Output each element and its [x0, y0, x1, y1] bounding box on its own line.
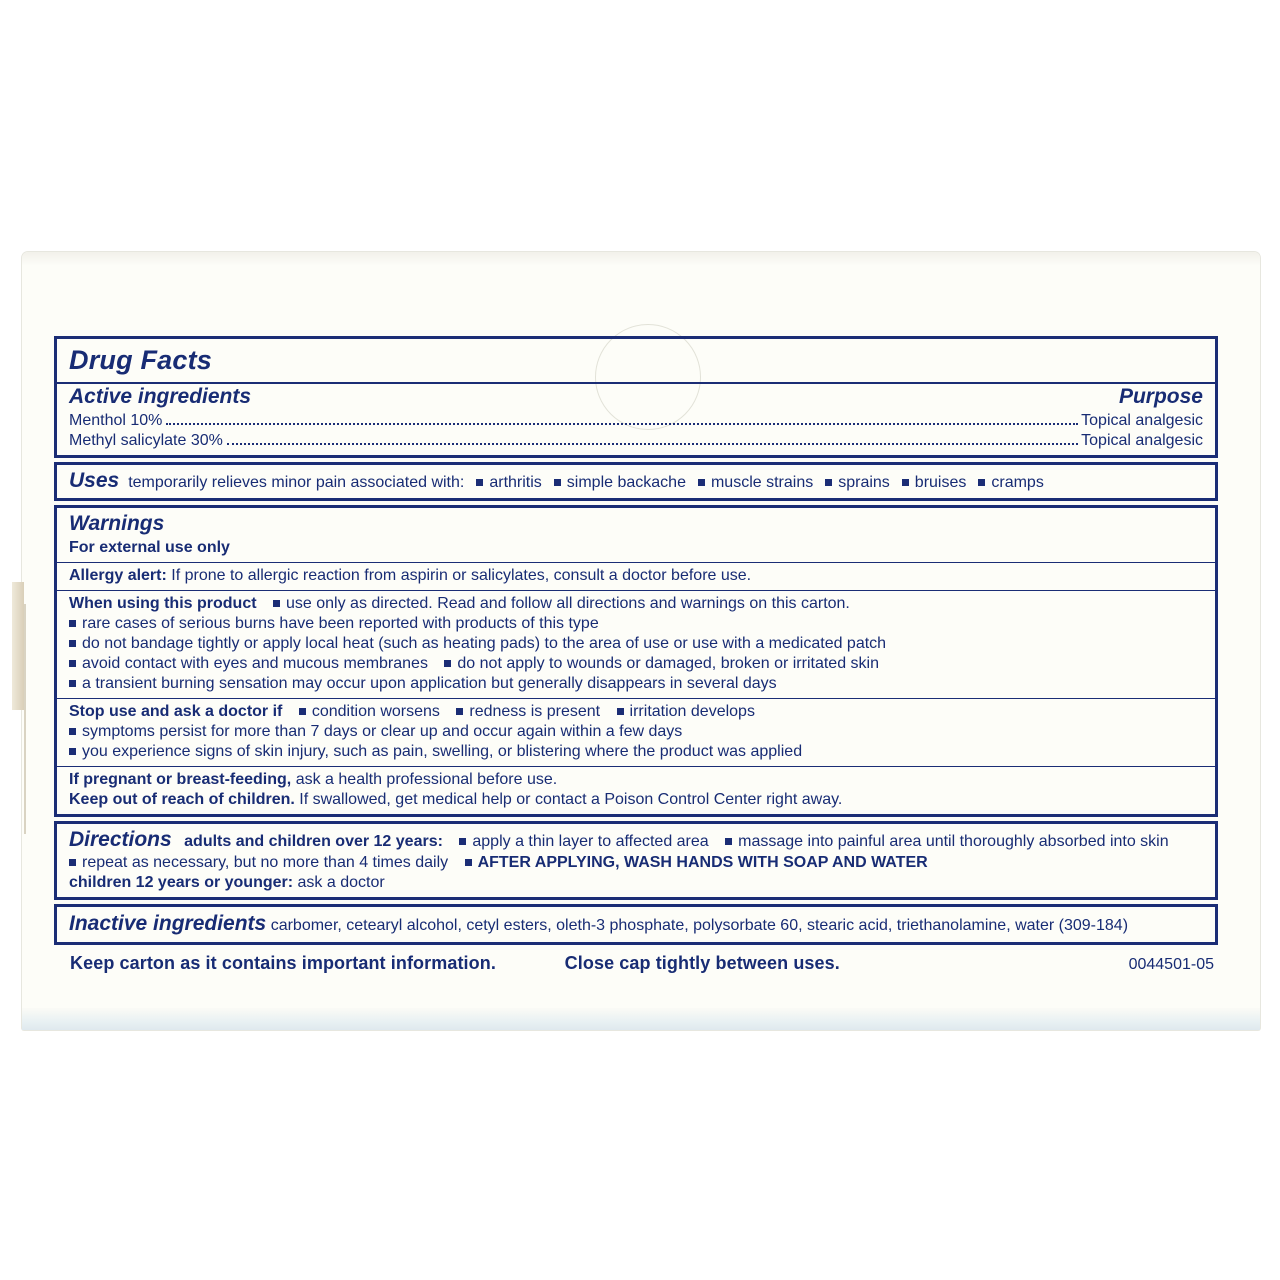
active-ingredients-header	[57, 384, 1215, 411]
when-using-item-text: a transient burning sensation may occur upon application but generally disappears in several days	[82, 674, 777, 692]
active-ingredient-name: Menthol 10%	[69, 412, 163, 429]
inactive-ingredients-box	[54, 904, 1218, 945]
square-bullet-icon	[465, 859, 472, 866]
when-using-item	[69, 634, 1203, 654]
active-ingredient-name: Methyl salicylate 30%	[69, 432, 223, 449]
directions-first-line	[69, 827, 1203, 853]
directions-item-text: repeat as necessary, but no more than 4 times daily	[82, 853, 449, 871]
allergy-alert-text: If prone to allergic reaction from aspirin or salicylates, consult a doctor before use.	[171, 566, 752, 584]
children-label: Keep out of reach of children.	[69, 790, 295, 808]
warnings-box	[54, 505, 1218, 816]
when-using-item-text: avoid contact with eyes and mucous membranes	[82, 654, 428, 672]
uses-item: arthritis	[489, 474, 542, 491]
carton-bottom-edge	[22, 1008, 1260, 1030]
directions-adults-label: adults and children over 12 years:	[184, 832, 443, 850]
allergy-alert-row	[57, 563, 1215, 590]
when-using-item	[69, 674, 1203, 694]
uses-item: cramps	[991, 474, 1044, 491]
pregnancy-label: If pregnant or breast-feeding,	[69, 770, 292, 788]
square-bullet-icon	[69, 728, 76, 735]
uses-item: simple backache	[566, 474, 686, 491]
footer-code: 0044501-05	[1128, 956, 1214, 973]
allergy-alert-label: Allergy alert:	[69, 566, 167, 584]
square-bullet-icon	[456, 708, 463, 715]
square-bullet-icon	[273, 600, 280, 607]
inactive-ingredients-text: carbomer, cetearyl alcohol, cetyl esters, oleth-3 phosphate, polysorbate 60, stearic acid, triethanolamine, water (309-184)	[270, 916, 1129, 934]
square-bullet-icon	[978, 479, 985, 486]
when-using-block	[57, 591, 1215, 698]
pregnancy-row	[69, 770, 1203, 790]
dot-leader	[166, 423, 1078, 425]
drug-facts-panel	[54, 336, 1218, 975]
directions-children-text: ask a doctor	[297, 873, 385, 891]
pregnancy-text: ask a health professional before use.	[295, 770, 558, 788]
stop-use-first-line	[69, 702, 1203, 722]
stop-use-item-text: redness is present	[469, 702, 601, 720]
uses-item: muscle strains	[710, 474, 814, 491]
square-bullet-icon	[698, 479, 705, 486]
uses-item: bruises	[914, 474, 967, 491]
directions-second-line	[69, 853, 1203, 873]
stop-use-block	[57, 699, 1215, 766]
square-bullet-icon	[69, 640, 76, 647]
directions-wash-hands-text: AFTER APPLYING, WASH HANDS WITH SOAP AND WATER	[477, 853, 928, 871]
when-using-item-text: do not apply to wounds or damaged, broken or irritated skin	[457, 654, 879, 672]
carton-left-crease	[24, 604, 26, 834]
when-using-first-text: use only as directed. Read and follow all directions and warnings on this carton.	[286, 594, 850, 612]
square-bullet-icon	[69, 748, 76, 755]
active-ingredient-purpose: Topical analgesic	[1081, 412, 1203, 429]
when-using-item-text: do not bandage tightly or apply local heat (such as heating pads) to the area of use or use with a medicated patch	[82, 634, 887, 652]
uses-row	[57, 465, 1215, 498]
warnings-heading: Warnings	[69, 512, 165, 536]
directions-box	[54, 821, 1218, 900]
dot-leader	[227, 443, 1078, 445]
active-ingredients-box	[54, 336, 1218, 458]
active-ingredients-heading: Active ingredients	[69, 384, 252, 408]
uses-box	[54, 462, 1218, 501]
stop-use-item-text: symptoms persist for more than 7 days or clear up and occur again within a few days	[82, 722, 683, 740]
square-bullet-icon	[299, 708, 306, 715]
uses-heading: Uses	[69, 469, 120, 492]
when-using-item-pair	[69, 654, 1203, 674]
stop-use-label: Stop use and ask a doctor if	[69, 702, 283, 720]
stop-use-item	[69, 742, 1203, 762]
footer-note-2: Close cap tightly between uses.	[564, 953, 840, 973]
stop-use-item-text: condition worsens	[311, 702, 440, 720]
uses-item: sprains	[838, 474, 890, 491]
square-bullet-icon	[725, 838, 732, 845]
square-bullet-icon	[902, 479, 909, 486]
carton-left-flap	[12, 582, 24, 710]
directions-children-line	[69, 873, 1203, 893]
when-using-first-line	[69, 594, 1203, 614]
uses-intro: temporarily relieves minor pain associated with:	[128, 474, 465, 491]
when-using-label: When using this product	[69, 594, 257, 612]
children-text: If swallowed, get medical help or contact a Poison Control Center right away.	[299, 790, 843, 808]
square-bullet-icon	[444, 660, 451, 667]
directions-children-label: children 12 years or younger:	[69, 873, 294, 891]
square-bullet-icon	[476, 479, 483, 486]
inactive-ingredients-row	[57, 907, 1215, 942]
directions-item-text: apply a thin layer to affected area	[472, 832, 709, 850]
children-row	[69, 790, 1203, 810]
active-ingredient-row	[57, 411, 1215, 431]
square-bullet-icon	[69, 680, 76, 687]
square-bullet-icon	[617, 708, 624, 715]
product-carton	[22, 252, 1260, 1030]
directions-block	[57, 824, 1215, 897]
stop-use-item-text: you experience signs of skin injury, such as pain, swelling, or blistering where the product was applied	[82, 742, 803, 760]
footer	[54, 952, 1218, 975]
directions-heading: Directions	[69, 827, 172, 851]
stop-use-item-text: irritation develops	[629, 702, 755, 720]
external-use-text: For external use only	[69, 538, 230, 556]
square-bullet-icon	[554, 479, 561, 486]
square-bullet-icon	[69, 620, 76, 627]
active-ingredient-purpose: Topical analgesic	[1081, 432, 1203, 449]
carton-top-edge	[22, 252, 1260, 266]
directions-item-text: massage into painful area until thoroughly absorbed into skin	[738, 832, 1169, 850]
square-bullet-icon	[459, 838, 466, 845]
purpose-heading: Purpose	[1118, 384, 1203, 408]
page-title: Drug Facts	[69, 345, 213, 375]
active-ingredient-row	[57, 431, 1215, 455]
pregnancy-children-block	[57, 767, 1215, 814]
inactive-ingredients-heading: Inactive ingredients	[69, 911, 267, 935]
footer-note-1: Keep carton as it contains important information.	[70, 953, 496, 973]
square-bullet-icon	[69, 660, 76, 667]
when-using-item	[69, 614, 1203, 634]
when-using-item-text: rare cases of serious burns have been reported with products of this type	[82, 614, 599, 632]
stop-use-item	[69, 722, 1203, 742]
square-bullet-icon	[825, 479, 832, 486]
square-bullet-icon	[69, 859, 76, 866]
